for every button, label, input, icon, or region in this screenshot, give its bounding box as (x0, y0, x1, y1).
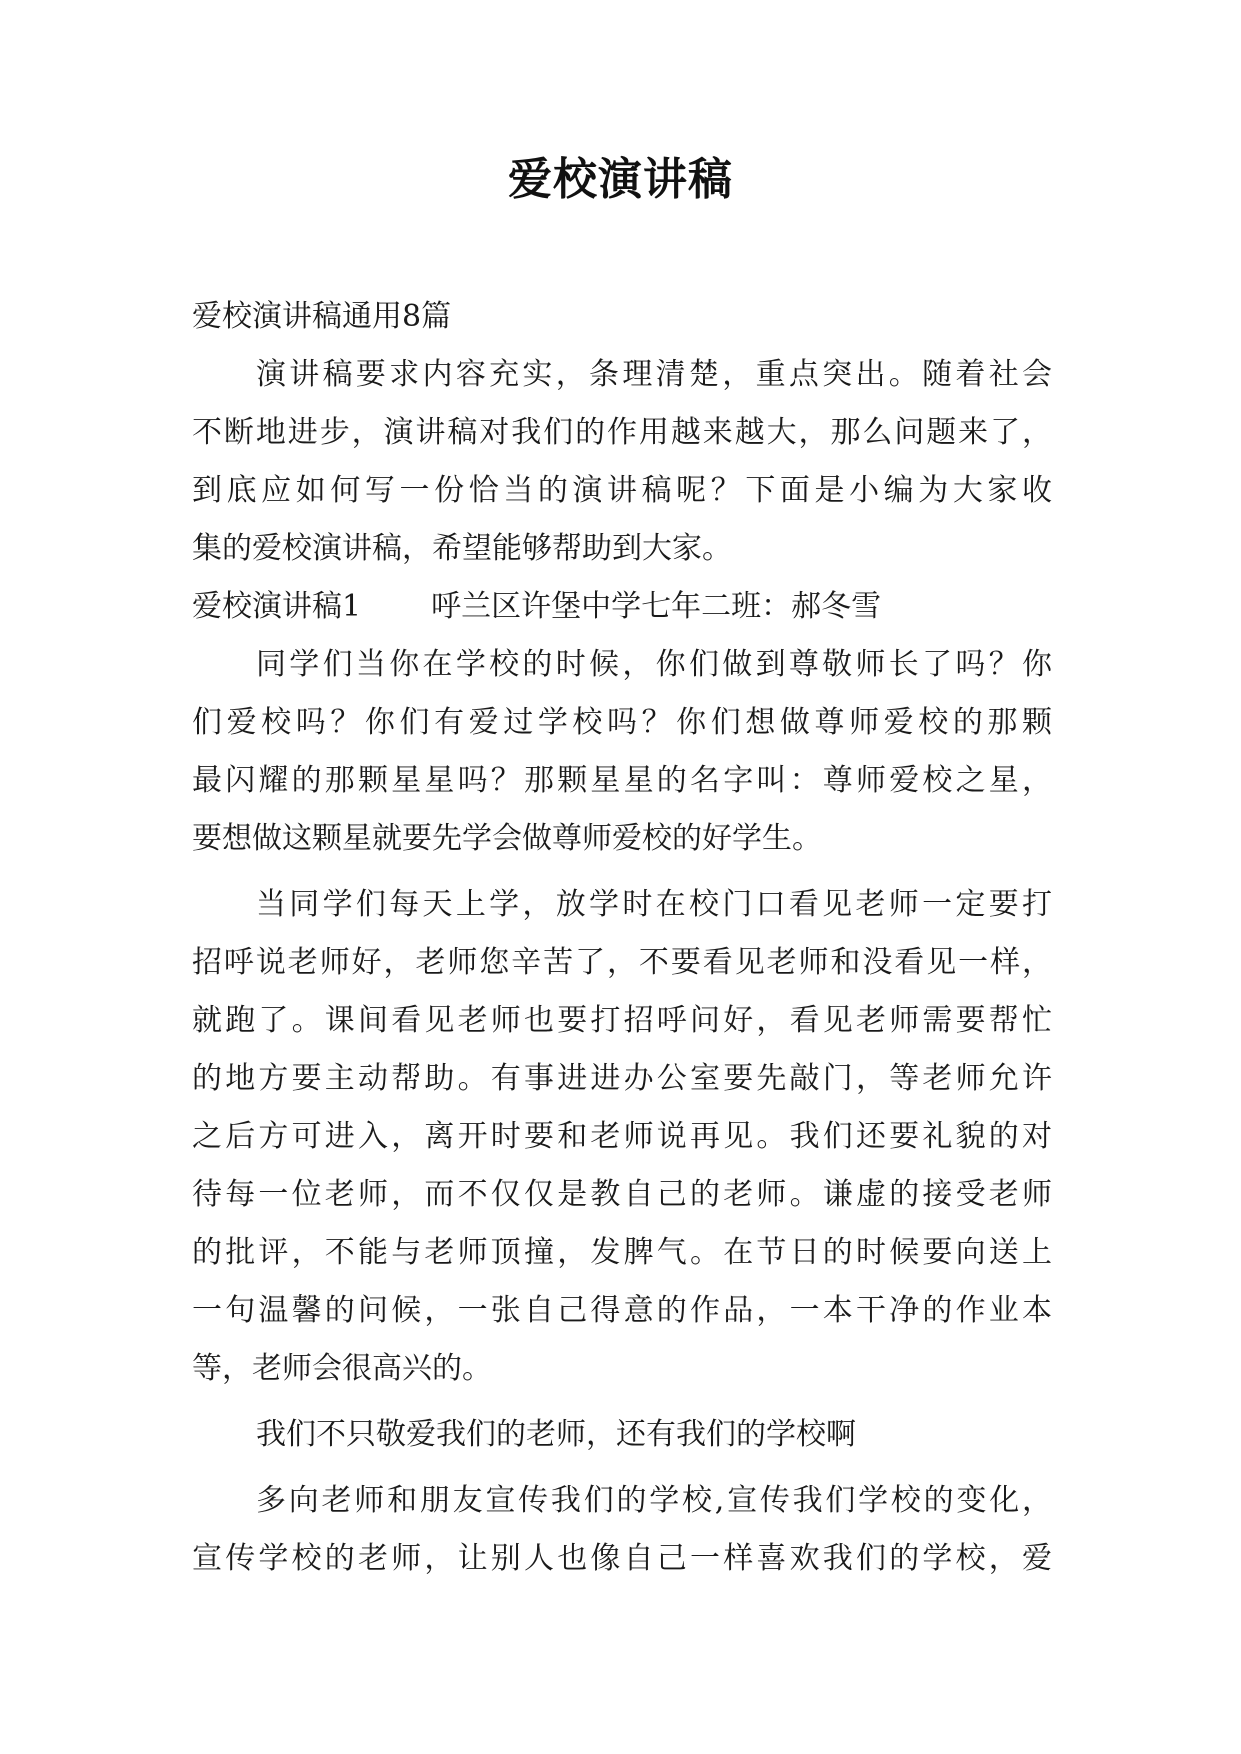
section-heading-row (192, 578, 1052, 636)
paragraph-line: 等，老师会很高兴的。 (192, 1351, 492, 1386)
document-subtitle: 爱校演讲稿通用8篇 (192, 299, 452, 334)
paragraph-line: 的地方要主动帮助。有事进进办公室要先敲门，等老师允许 (192, 1061, 1052, 1096)
paragraph-line: 宣传学校的老师，让别人也像自己一样喜欢我们的学校，爱 (192, 1541, 1052, 1576)
paragraph-line: 多向老师和朋友宣传我们的学校,宣传我们学校的变化， (256, 1483, 1052, 1518)
paragraph-line: 我们不只敬爱我们的老师，还有我们的学校啊 (256, 1417, 856, 1452)
intro-line: 演讲稿要求内容充实，条理清楚，重点突出。随着社会 (256, 357, 1052, 392)
paragraph-line: 的批评，不能与老师顶撞，发脾气。在节日的时候要向送上 (192, 1235, 1052, 1270)
paragraph-line: 之后方可进入，离开时要和老师说再见。我们还要礼貌的对 (192, 1119, 1052, 1154)
paragraph-line: 们爱校吗？你们有爱过学校吗？你们想做尊师爱校的那颗 (192, 705, 1052, 740)
section-author: 呼兰区许堡中学七年二班：郝冬雪 (431, 589, 882, 624)
paragraph-line: 同学们当你在学校的时候，你们做到尊敬师长了吗？你 (256, 647, 1052, 682)
paragraph-line: 招呼说老师好，老师您辛苦了，不要看见老师和没看见一样， (192, 945, 1052, 980)
document-body (192, 288, 1052, 1588)
paragraph-line: 一句温馨的问候，一张自己得意的作品，一本干净的作业本 (192, 1293, 1052, 1328)
intro-line: 不断地进步，演讲稿对我们的作用越来越大，那么问题来了， (192, 415, 1052, 450)
intro-line: 到底应如何写一份恰当的演讲稿呢？下面是小编为大家收 (192, 473, 1052, 508)
section-heading: 爱校演讲稿1 (192, 589, 362, 624)
paragraph-line: 要想做这颗星就要先学会做尊师爱校的好学生。 (192, 821, 822, 856)
paragraph-line: 当同学们每天上学，放学时在校门口看见老师一定要打 (256, 887, 1052, 922)
paragraph-line: 就跑了。课间看见老师也要打招呼问好，看见老师需要帮忙 (192, 1003, 1052, 1038)
paragraph-line: 最闪耀的那颗星星吗？那颗星星的名字叫：尊师爱校之星， (192, 763, 1052, 798)
paragraph-line: 待每一位老师，而不仅仅是教自己的老师。谦虚的接受老师 (192, 1177, 1052, 1212)
document-title: 爱校演讲稿 (508, 154, 733, 205)
intro-line: 集的爱校演讲稿，希望能够帮助到大家。 (192, 531, 732, 566)
